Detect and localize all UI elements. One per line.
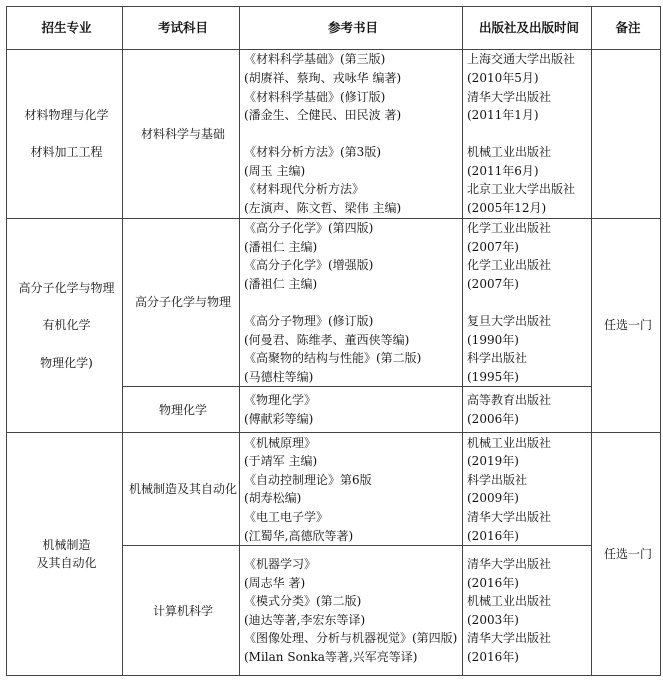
subject-cell: 机械制造及其自动化: [123, 433, 240, 546]
major-cell: [7, 433, 123, 676]
publisher-name: 科学出版社: [467, 351, 528, 366]
publish-date: (2009年): [467, 491, 519, 506]
publisher-cell: [463, 219, 592, 387]
book-author: (周志华 著): [244, 575, 306, 590]
header-publisher: 出版社及出版时间: [463, 7, 592, 50]
major-name: 有机化学: [42, 318, 91, 333]
publish-date: (2007年): [467, 239, 519, 254]
book-title: 《图像处理、分析与机器视觉》(第四版): [244, 631, 458, 646]
book-author: (傅献彩等编): [244, 411, 314, 426]
publish-date: (2016年): [467, 575, 519, 590]
header-note: 备注: [592, 7, 661, 50]
header-books: 参考书目: [240, 7, 463, 50]
publisher-cell: [463, 546, 592, 676]
book-title: 《材料科学基础》(修订版): [244, 89, 386, 104]
book-title: 《电工电子学》: [244, 509, 329, 524]
book-author: (Milan Sonka等著,兴军亮等译): [244, 650, 418, 665]
major-cell: [7, 219, 123, 433]
book-author: (潘祖仁 主编): [244, 239, 318, 254]
publisher-name: 清华大学出版社: [467, 509, 552, 524]
book-title: 《高分子化学》(第四版): [244, 221, 374, 235]
publisher-cell: [463, 50, 592, 219]
book-author: (胡赓祥、蔡珣、戎咏华 编著): [244, 70, 402, 85]
note-cell: 任选一门: [592, 219, 661, 433]
publisher-name: 化学工业出版社: [467, 258, 552, 273]
publish-date: (2005年12月): [467, 201, 547, 216]
note-cell: [592, 50, 661, 219]
book-author: (潘祖仁 主编): [244, 276, 318, 291]
note-cell: 任选一门: [592, 433, 661, 676]
publish-date: (2011年6月): [467, 163, 539, 178]
publisher-name: 上海交通大学出版社: [467, 52, 576, 67]
publisher-cell: [463, 433, 592, 546]
book-title: 《材料现代分析方法》: [244, 182, 365, 197]
publisher-name: 清华大学出版社: [467, 631, 552, 646]
books-cell: [240, 433, 463, 546]
book-title: 《高聚物的结构与性能》(第二版): [244, 351, 422, 366]
book-author: (左演声、陈文哲、梁伟 主编): [244, 201, 402, 216]
book-title: 《机械原理》: [244, 435, 317, 450]
book-author: (江蜀华,高德欣等著): [244, 528, 354, 543]
books-cell: [240, 387, 463, 433]
publisher-name: 复旦大学出版社: [467, 313, 552, 328]
book-author: (何曼君、陈维孝、董西侠等编): [244, 332, 410, 347]
major-name: 高分子化学与物理: [18, 281, 115, 296]
admission-table: [6, 6, 661, 676]
book-author: (于靖军 主编): [244, 454, 318, 469]
publisher-name: 化学工业出版社: [467, 221, 552, 235]
major-name: 材料加工工程: [30, 145, 103, 160]
book-title: 《高分子化学》(增强版): [244, 258, 374, 273]
table-row: [7, 219, 661, 387]
book-title: 《材料分析方法》(第3版): [244, 145, 381, 160]
book-author: (迪达等著,李宏东等译): [244, 612, 366, 627]
major-name: 机械制造: [42, 537, 91, 552]
publisher-name: 科学出版社: [467, 472, 528, 487]
publisher-name: 北京工业大学出版社: [467, 182, 576, 197]
publisher-cell: [463, 387, 592, 433]
publish-date: (2010年5月): [467, 70, 539, 85]
publish-date: (2019年): [467, 454, 519, 469]
book-author: (周玉 主编): [244, 163, 306, 178]
table-row: [7, 433, 661, 546]
book-title: 《模式分类》(第二版): [244, 594, 362, 609]
publisher-name: 清华大学出版社: [467, 557, 552, 572]
books-cell: [240, 50, 463, 219]
book-title: 《材料科学基础》(第三版): [244, 52, 386, 67]
subject-cell: 材料科学与基础: [123, 50, 240, 219]
major-name: 材料物理与化学: [24, 108, 109, 123]
header-subject: 考试科目: [123, 7, 240, 50]
publish-date: (2016年): [467, 650, 519, 665]
major-name: 物理化学): [40, 355, 93, 370]
books-cell: [240, 546, 463, 676]
publish-date: (2016年): [467, 528, 519, 543]
publish-date: (2006年): [467, 411, 519, 426]
publisher-name: 清华大学出版社: [467, 89, 552, 104]
book-title: 《自动控制理论》第6版: [244, 472, 372, 487]
publisher-name: 高等教育出版社: [467, 393, 552, 408]
major-cell: [7, 50, 123, 219]
header-row: [7, 7, 661, 50]
publisher-name: 机械工业出版社: [467, 145, 552, 160]
book-title: 《物理化学》: [244, 393, 317, 408]
book-author: (潘金生、仝健民、田民波 著): [244, 108, 402, 123]
subject-cell: 物理化学: [123, 387, 240, 433]
major-name: 及其自动化: [36, 556, 97, 571]
publisher-name: 机械工业出版社: [467, 435, 552, 450]
book-author: (马德柱等编): [244, 369, 314, 384]
book-author: (胡寿松编): [244, 491, 302, 506]
publish-date: (1995年): [467, 369, 519, 384]
book-title: 《机器学习》: [244, 557, 317, 572]
publish-date: (2003年): [467, 612, 519, 627]
table-row: [7, 50, 661, 219]
books-cell: [240, 219, 463, 387]
book-title: 《高分子物理》(修订版): [244, 313, 374, 328]
subject-cell: 计算机科学: [123, 546, 240, 676]
publish-date: (2011年1月): [467, 108, 539, 123]
publisher-name: 机械工业出版社: [467, 594, 552, 609]
subject-cell: 高分子化学与物理: [123, 219, 240, 387]
publish-date: (1990年): [467, 332, 519, 347]
publish-date: (2007年): [467, 276, 519, 291]
header-major: 招生专业: [7, 7, 123, 50]
